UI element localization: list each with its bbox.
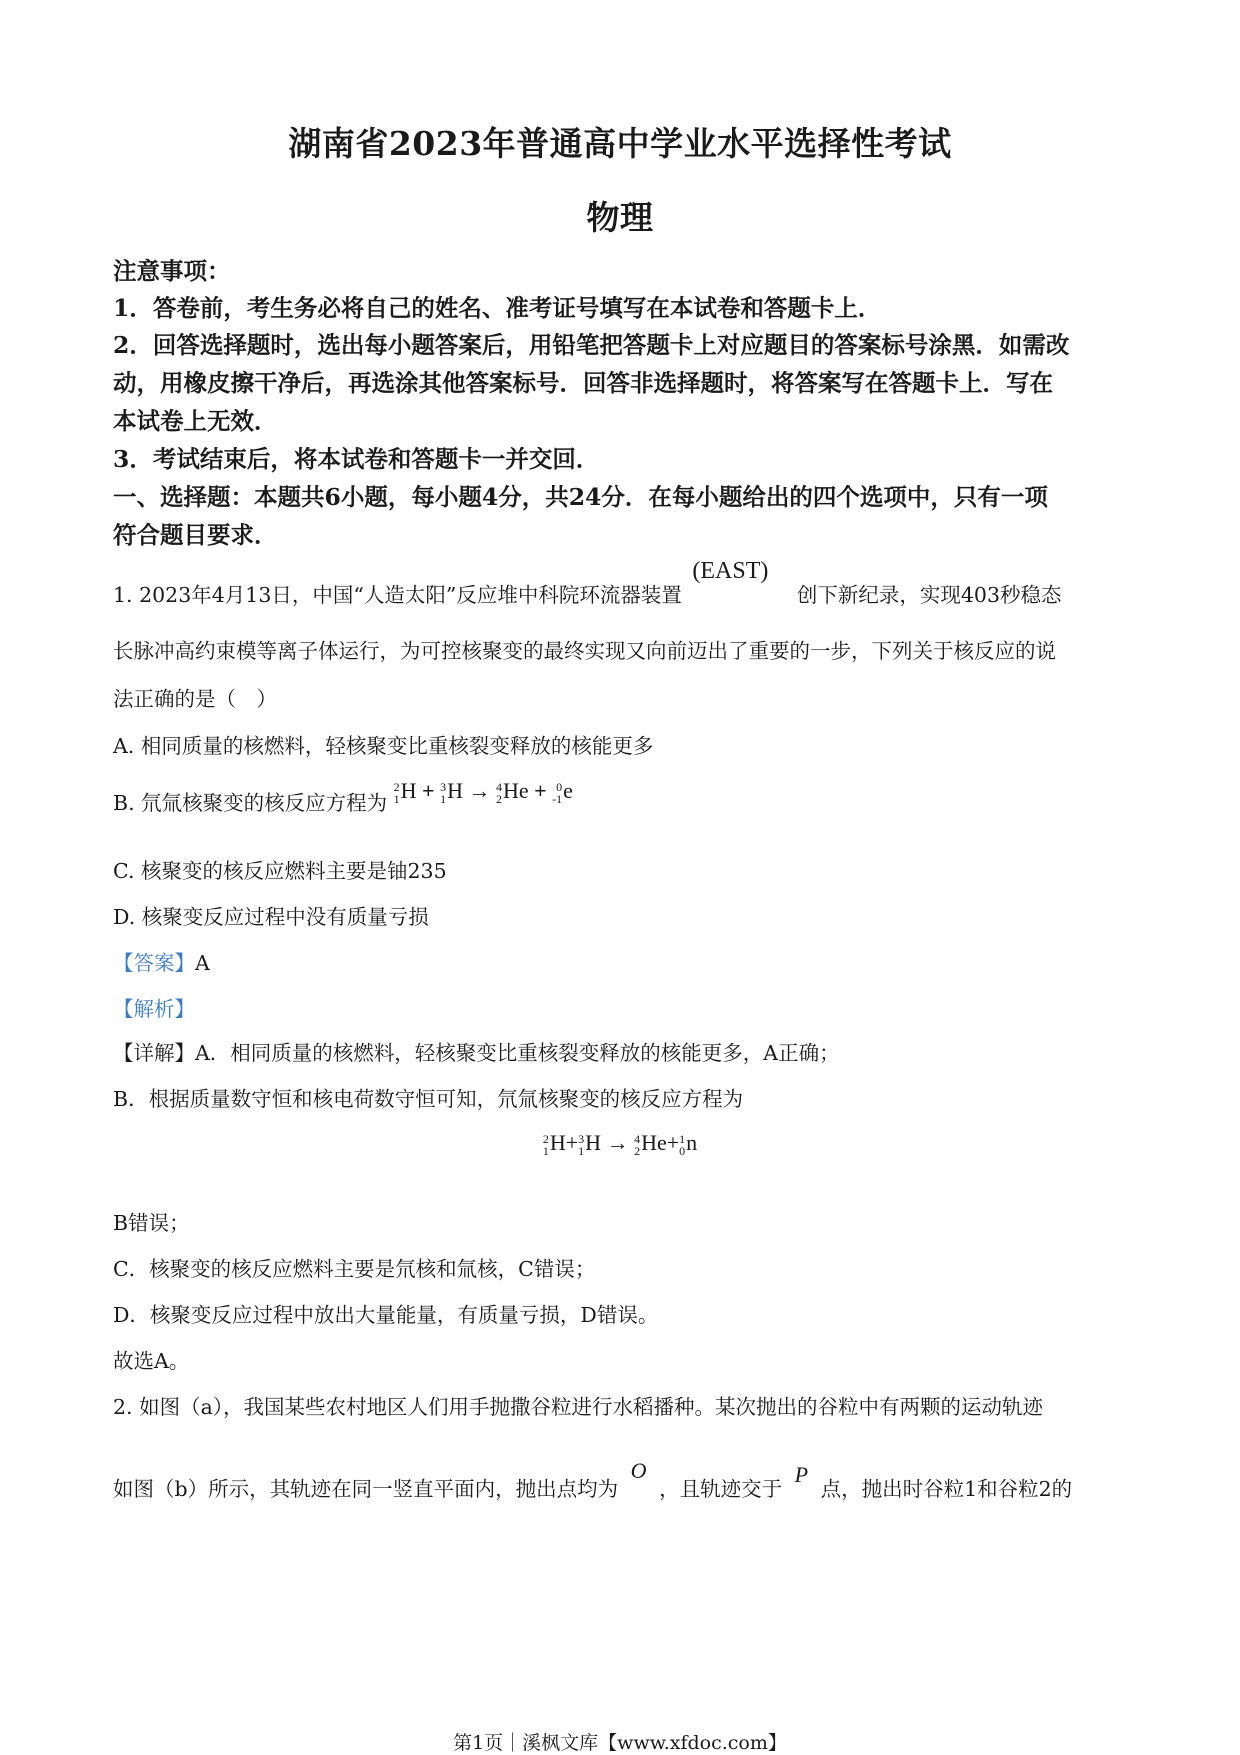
notice-item-3: 3．考试结束后，将本试卷和答题卡一并交回． — [113, 445, 600, 473]
point-p: P — [794, 1462, 809, 1487]
q2-part-2: ，且轨迹交于 — [659, 1477, 783, 1501]
element-symbol: e — [563, 778, 573, 803]
isotope-numbers: 2 1 — [393, 779, 400, 806]
detail-a: 【详解】A．相同质量的核燃料，轻核聚变比重核裂变释放的核能更多，A正确； — [113, 1041, 840, 1065]
arrow-icon: → — [606, 1130, 629, 1155]
q1-stem-part-2: 创下新纪录，实现403秒稳态 — [796, 583, 1062, 607]
element-symbol: H — [400, 778, 417, 803]
q2-stem-line-2 — [113, 1458, 1073, 1502]
q1-stem-line-2: 长脉冲高约束模等离子体运行，为可控核聚变的最终实现又向前迈出了重要的一步，下列关于核反应的说 — [113, 639, 1056, 663]
exam-title: 湖南省2023年普通高中学业水平选择性考试 — [288, 124, 952, 163]
q1-stem-line-3: 法正确的是（ ） — [113, 687, 277, 711]
answer-line — [113, 946, 210, 976]
isotope-numbers: 3 1 — [578, 1131, 585, 1158]
page-footer: 第1页｜溪枫文库【www.xfdoc.com】 — [453, 1732, 787, 1754]
q1-stem-part-1: 1. 2023年4月13日，中国“人造太阳”反应堆中科院环流器装置 — [113, 583, 682, 607]
isotope-numbers: 4 2 — [634, 1131, 641, 1158]
notice-heading: 注意事项： — [113, 257, 231, 285]
answer-tag: 【答案】 — [113, 951, 195, 975]
element-symbol: n — [686, 1130, 698, 1155]
element-symbol: H — [549, 1130, 566, 1155]
fusion-equation-option-b — [393, 778, 573, 806]
detail-c: C．核聚变的核反应燃料主要是氘核和氚核，C错误； — [113, 1257, 596, 1281]
answer-value: A — [195, 951, 210, 975]
q1-option-b-text: B. 氘氚核聚变的核反应方程为 — [113, 791, 388, 815]
isotope-numbers: 4 2 — [495, 779, 502, 806]
plus-sign: + — [534, 778, 547, 803]
q2-stem-line-1: 2. 如图（a），我国某些农村地区人们用手抛撒谷粒进行水稻播种。某次抛出的谷粒中有两颗的运动轨迹 — [113, 1395, 1044, 1419]
element-symbol: H — [447, 778, 463, 803]
notice-item-2-line-1: 2．回答选择题时，选出每小题答案后，用铅笔把答题卡上对应题目的答案标号涂黑．如需改 — [113, 331, 1070, 359]
plus-sign: + — [422, 778, 435, 803]
section-heading-line-1: 一、选择题：本题共6小题，每小题4分，共24分．在每小题给出的四个选项中，只有一项 — [113, 483, 1048, 511]
q2-part-3: 点，抛出时谷粒1和谷粒2的 — [820, 1477, 1073, 1501]
conclusion: 故选A。 — [113, 1349, 190, 1373]
plus-sign: + — [666, 1130, 680, 1155]
subject-title: 物理 — [586, 198, 654, 237]
detail-d: D．核聚变反应过程中放出大量能量，有质量亏损，D错误。 — [113, 1303, 659, 1327]
notice-item-1: 1．答卷前，考生务必将自己的姓名、准考证号填写在本试卷和答题卡上． — [113, 294, 882, 322]
notice-item-2-line-2: 动，用橡皮擦干净后，再选涂其他答案标号．回答非选择题时，将答案写在答题卡上．写在 — [113, 369, 1053, 397]
notice-item-2-line-3: 本试卷上无效． — [113, 407, 278, 435]
detail-b: B．根据质量数守恒和核电荷数守恒可知，氘氚核聚变的核反应方程为 — [113, 1087, 744, 1111]
isotope-numbers: 2 1 — [542, 1131, 549, 1158]
detail-b-result: B错误； — [113, 1211, 190, 1235]
east-label: (EAST) — [692, 558, 769, 584]
element-symbol: H — [585, 1130, 602, 1155]
q1-option-a: A. 相同质量的核燃料，轻核聚变比重核裂变释放的核能更多 — [113, 734, 654, 758]
q1-option-c: C. 核聚变的核反应燃料主要是铀235 — [113, 859, 447, 883]
element-symbol: He — [502, 778, 529, 803]
point-o: O — [630, 1458, 647, 1483]
isotope-numbers: 1 0 — [679, 1131, 686, 1158]
q1-option-b — [113, 778, 573, 817]
section-heading-line-2: 符合题目要求． — [113, 521, 278, 549]
plus-sign: + — [565, 1130, 579, 1155]
analysis-tag: 【解析】 — [113, 997, 195, 1021]
isotope-numbers: 3 1 — [440, 779, 447, 806]
arrow-icon: → — [468, 778, 491, 803]
isotope-numbers: 0 -1 — [552, 779, 563, 806]
fusion-equation-detail — [0, 1130, 1240, 1157]
element-symbol: He — [641, 1130, 667, 1155]
q1-option-d: D. 核聚变反应过程中没有质量亏损 — [113, 905, 429, 929]
q2-part-1: 如图（b）所示，其轨迹在同一竖直平面内，抛出点均为 — [113, 1477, 619, 1501]
q1-stem-line-1 — [113, 558, 1062, 609]
